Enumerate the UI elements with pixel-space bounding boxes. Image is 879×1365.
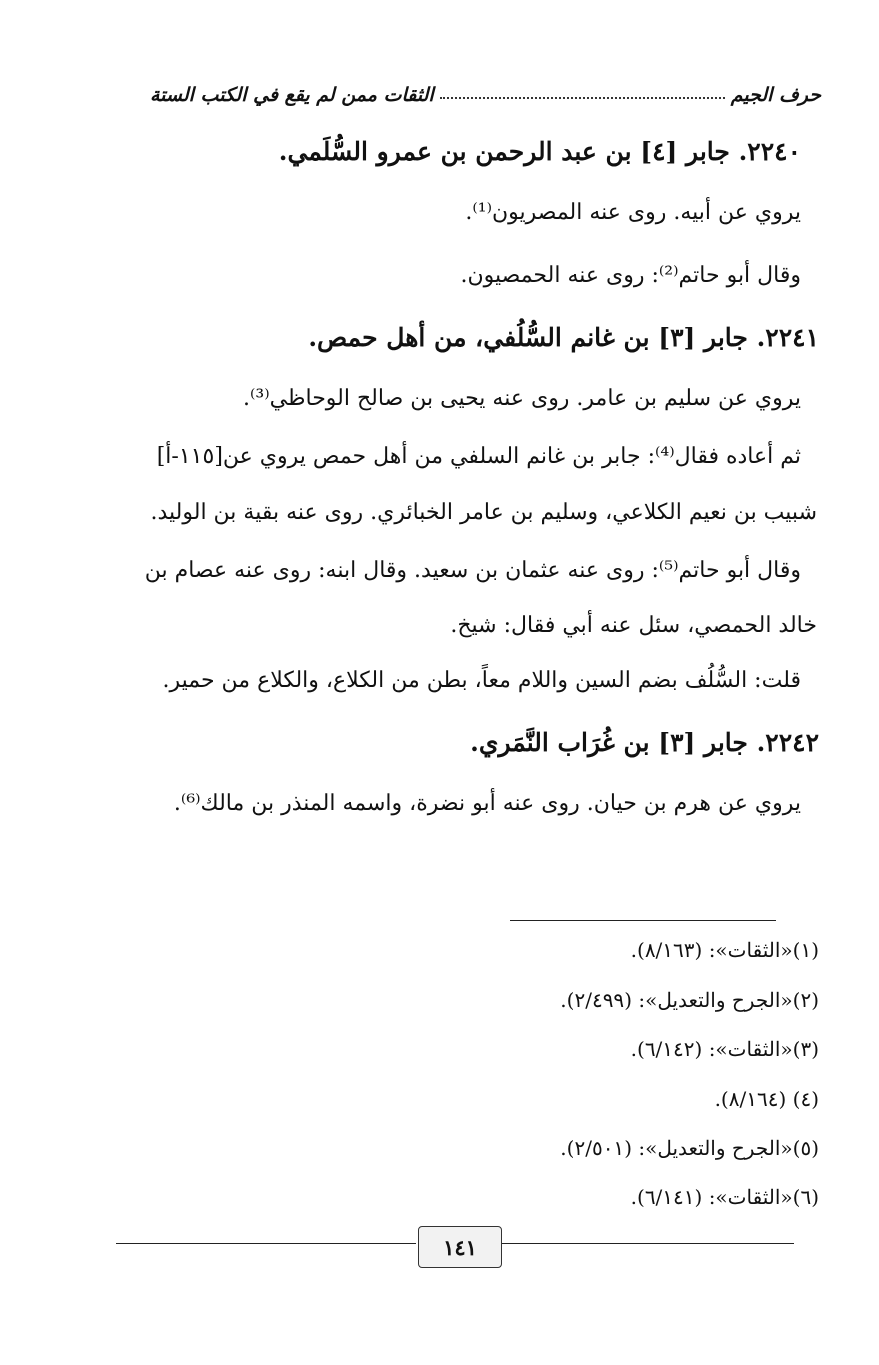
body-line: شبيب بن نعيم الكلاعي، وسليم بن عامر الخبائري. روى عنه بقية بن الوليد. — [150, 500, 817, 525]
footnote: (٦)«الثقات»: (٦/١٤١). — [630, 1185, 819, 1209]
body-line: يروي عن أبيه. روى عنه المصريون⁽¹⁾. — [465, 200, 801, 225]
bottom-rule-right — [502, 1243, 794, 1244]
body-line: وقال أبو حاتم⁽⁵⁾: روى عنه عثمان بن سعيد. وقال ابنه: روى عنه عصام بن — [144, 558, 801, 583]
body-line: قلت: السُّلُف بضم السين واللام معاً، بطن من الكلاع، والكلاع من حمير. — [162, 668, 801, 693]
book-title: الثقات ممن لم يقع في الكتب الستة — [150, 84, 434, 106]
body-line: وقال أبو حاتم⁽²⁾: روى عنه الحمصيون. — [460, 263, 801, 288]
page-number-text: ١٤١ — [443, 1234, 477, 1260]
chapter-title: حرف الجيم — [730, 84, 821, 106]
body-line: خالد الحمصي، سئل عنه أبي فقال: شيخ. — [450, 613, 817, 638]
footnote: (٢)«الجرح والتعديل»: (٢/٤٩٩). — [560, 988, 819, 1012]
entry-heading: ٢٢٤٢. جابر [٣] بن غُرَاب النَّمَري. — [470, 728, 819, 757]
running-header — [150, 72, 821, 106]
footnote: (٤) (٨/١٦٤). — [714, 1087, 819, 1111]
bottom-rule-left — [116, 1243, 416, 1244]
body-line: ثم أعاده فقال⁽⁴⁾: جابر بن غانم السلفي من أهل حمص يروي عن[١١٥-أ] — [156, 444, 801, 469]
footnote: (٣)«الثقات»: (٦/١٤٢). — [630, 1037, 819, 1061]
page-number — [418, 1226, 502, 1268]
entry-heading: ٢٢٤١. جابر [٣] بن غانم السُّلُفي، من أهل حمص. — [308, 323, 819, 352]
footnote-separator — [510, 920, 776, 921]
footnote: (٥)«الجرح والتعديل»: (٢/٥٠١). — [560, 1136, 819, 1160]
body-line: يروي عن هرم بن حيان. روى عنه أبو نضرة، واسمه المنذر بن مالك⁽⁶⁾. — [173, 791, 801, 816]
footnote: (١)«الثقات»: (٨/١٦٣). — [630, 938, 819, 962]
header-dot-leader — [440, 96, 725, 99]
body-line: يروي عن سليم بن عامر. روى عنه يحيى بن صالح الوحاظي⁽³⁾. — [243, 386, 801, 411]
entry-heading: ٢٢٤٠. جابر [٤] بن عبد الرحمن بن عمرو السُّلَمي. — [278, 137, 801, 166]
